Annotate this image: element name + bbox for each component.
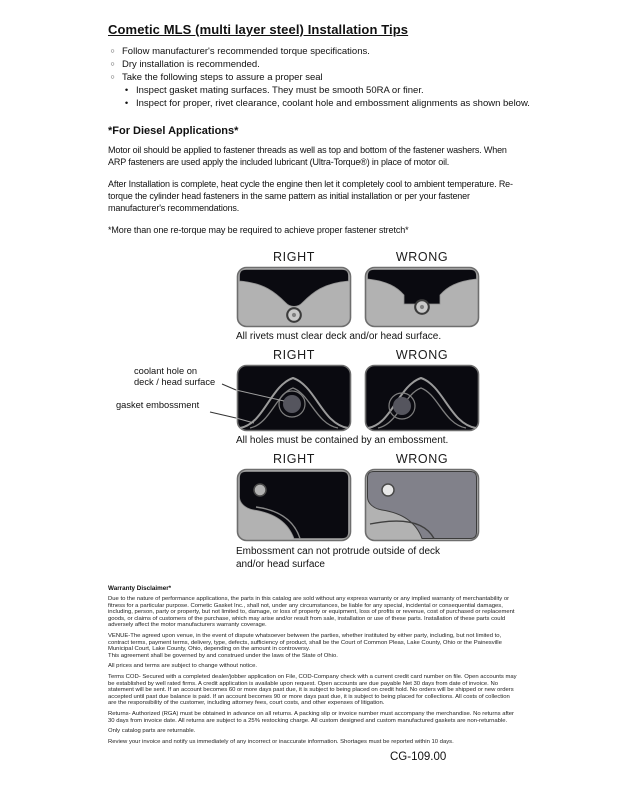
retorque-note: *More than one re-torque may be required to achieve proper fastener stretch* (108, 225, 409, 235)
tip-bullet (108, 71, 528, 84)
embossment-right-diagram (236, 468, 352, 542)
wrong-label: WRONG (395, 452, 449, 466)
caption-line: Embossment can not protrude outside of deck (236, 546, 441, 557)
coolant-hole-callout (134, 366, 232, 388)
figure-coolant-holes (116, 348, 482, 446)
figure-caption: All holes must be contained by an embossment. (236, 435, 449, 446)
right-label: RIGHT (273, 250, 315, 264)
figure-panels (236, 468, 482, 542)
figure-caption (236, 545, 482, 571)
page-title: Cometic MLS (multi layer steel) Installation Tips (108, 22, 409, 37)
figure-labels (236, 348, 482, 362)
rivet-right-diagram (236, 266, 352, 328)
warranty-paragraph: This agreement shall be governed by and construed under the laws of the State of Ohio. (108, 652, 338, 659)
rivet-wrong-diagram (364, 266, 480, 328)
right-label: RIGHT (273, 452, 315, 466)
dot-bullet-icon: • (124, 85, 129, 96)
figure-section (116, 250, 482, 571)
page-code: CG-109.00 (390, 751, 447, 764)
circle-bullet-icon: ○ (110, 61, 115, 68)
gasket-embossment-callout: gasket embossment (116, 400, 200, 410)
warranty-paragraph: All prices and terms are subject to change without notice. (108, 663, 257, 670)
circle-bullet-icon: ○ (110, 48, 115, 55)
circle-bullet-icon: ○ (110, 74, 115, 81)
diesel-paragraph: Motor oil should be applied to fastener threads as well as top and bottom of the fastener washers. When ARP fasteners are used apply the included lubricant (Ultra-Torque®) in place of motor oil. (108, 145, 507, 167)
warranty-disclaimer (108, 585, 518, 745)
coolant-hole-right-diagram (236, 364, 352, 432)
coolant-hole-wrong-diagram (364, 364, 480, 432)
tip-sub-bullet (122, 97, 542, 110)
figure-labels (236, 452, 482, 466)
wrong-label: WRONG (395, 348, 449, 362)
warranty-paragraph: VENUE-The agreed upon venue, in the event of dispute whatsoever between the parties, whether instituted by either party, including, but not limited to, contract terms, payment terms, delivery, type, defects, sufficiency of product, shall be the Court of Common Pleas, Lake County, Ohio or the Painesville Municipal Court, Lake County, Ohio, depending on the amount in controversy. (108, 632, 502, 653)
warranty-paragraph: Due to the nature of performance applications, the parts in this catalog are sold without any express warranty or any implied warranty of merchantability or fitness for a particular purpose. Cometic Gasket Inc., shall not, under any circumstances, be liable for any special, incidental or consequential damages, including, person, party or property, but not limited to, damage, or loss of property or equipment, loss of profits or revenue, cost of purchased or replacement goods, or claims of customers of the purchase, which may arise and/or result from sale, installation or use of these parts. Installation of these parts could adversely affect the motor manufacturers warranty coverage. (108, 596, 515, 629)
figure-rivets (236, 250, 482, 342)
figure-embossment (236, 452, 482, 571)
figure-caption: All rivets must clear deck and/or head surface. (236, 331, 442, 342)
tip-sub-bullet (122, 84, 542, 97)
diesel-applications-heading: *For Diesel Applications* (108, 125, 239, 137)
warranty-paragraph: Terms COD- Secured with a completed dealer/jobber application on File, COD-Company check with a current credit card number on file. Open accounts may be established by well rated firms. A credit application is available upon request. Open accounts are due payable Net 30 days from date of invoice. No statement will be sent. If an account becomes 60 or more days past due, it is subject to being placed on credit hold. No orders will be shipped or new orders accepted until past due balance is paid. If an account becomes 90 or more days past due, it is subject to being placed for collections. All costs of collection are the responsibility of the customer, including attorney fees, court costs, and other expenses of litigation. (108, 673, 517, 707)
tip-text: Take the following steps to assure a proper seal (122, 72, 323, 83)
warranty-heading: Warranty Disclaimer* (108, 585, 172, 592)
dot-bullet-icon: • (124, 98, 129, 109)
callout-line: coolant hole on (134, 366, 198, 376)
warranty-paragraph: Only catalog parts are returnable. (108, 728, 196, 735)
tip-text: Inspect for proper, rivet clearance, coolant hole and embossment alignments as shown below. (136, 98, 530, 109)
warranty-paragraph: Returns- Authorized (RGA) must be obtained in advance on all returns. A packing slip or invoice number must accompany the merchandise. No returns after 30 days from invoice date. All returns are subject to a 25% restocking charge. All custom designed and custom manufactured gaskets are non-returnable. (108, 710, 515, 724)
tip-text: Dry installation is recommended. (122, 59, 260, 70)
tip-text: Inspect gasket mating surfaces. They must be smooth 50RA or finer. (136, 85, 424, 96)
tip-text: Follow manufacturer's recommended torque specifications. (122, 46, 370, 57)
figure-labels (236, 250, 482, 264)
caption-line: and/or head surface (236, 559, 325, 570)
warranty-paragraph: Review your invoice and notify us immediately of any incorrect or inaccurate information. Shortages must be reported within 10 days. (108, 738, 454, 745)
callout-line: deck / head surface (134, 377, 216, 387)
figure-panels (236, 266, 482, 328)
diesel-paragraph: After Installation is complete, heat cycle the engine then let it completely cool to ambient temperature. Re-torque the cylinder head fasteners in the same pattern as initial installation or per your fastener manufacturer's recommendations. (108, 179, 513, 213)
tip-bullet (108, 45, 528, 58)
embossment-wrong-diagram (364, 468, 480, 542)
figure-panels (236, 364, 482, 432)
right-label: RIGHT (273, 348, 315, 362)
wrong-label: WRONG (395, 250, 449, 264)
tip-bullet (108, 58, 528, 71)
